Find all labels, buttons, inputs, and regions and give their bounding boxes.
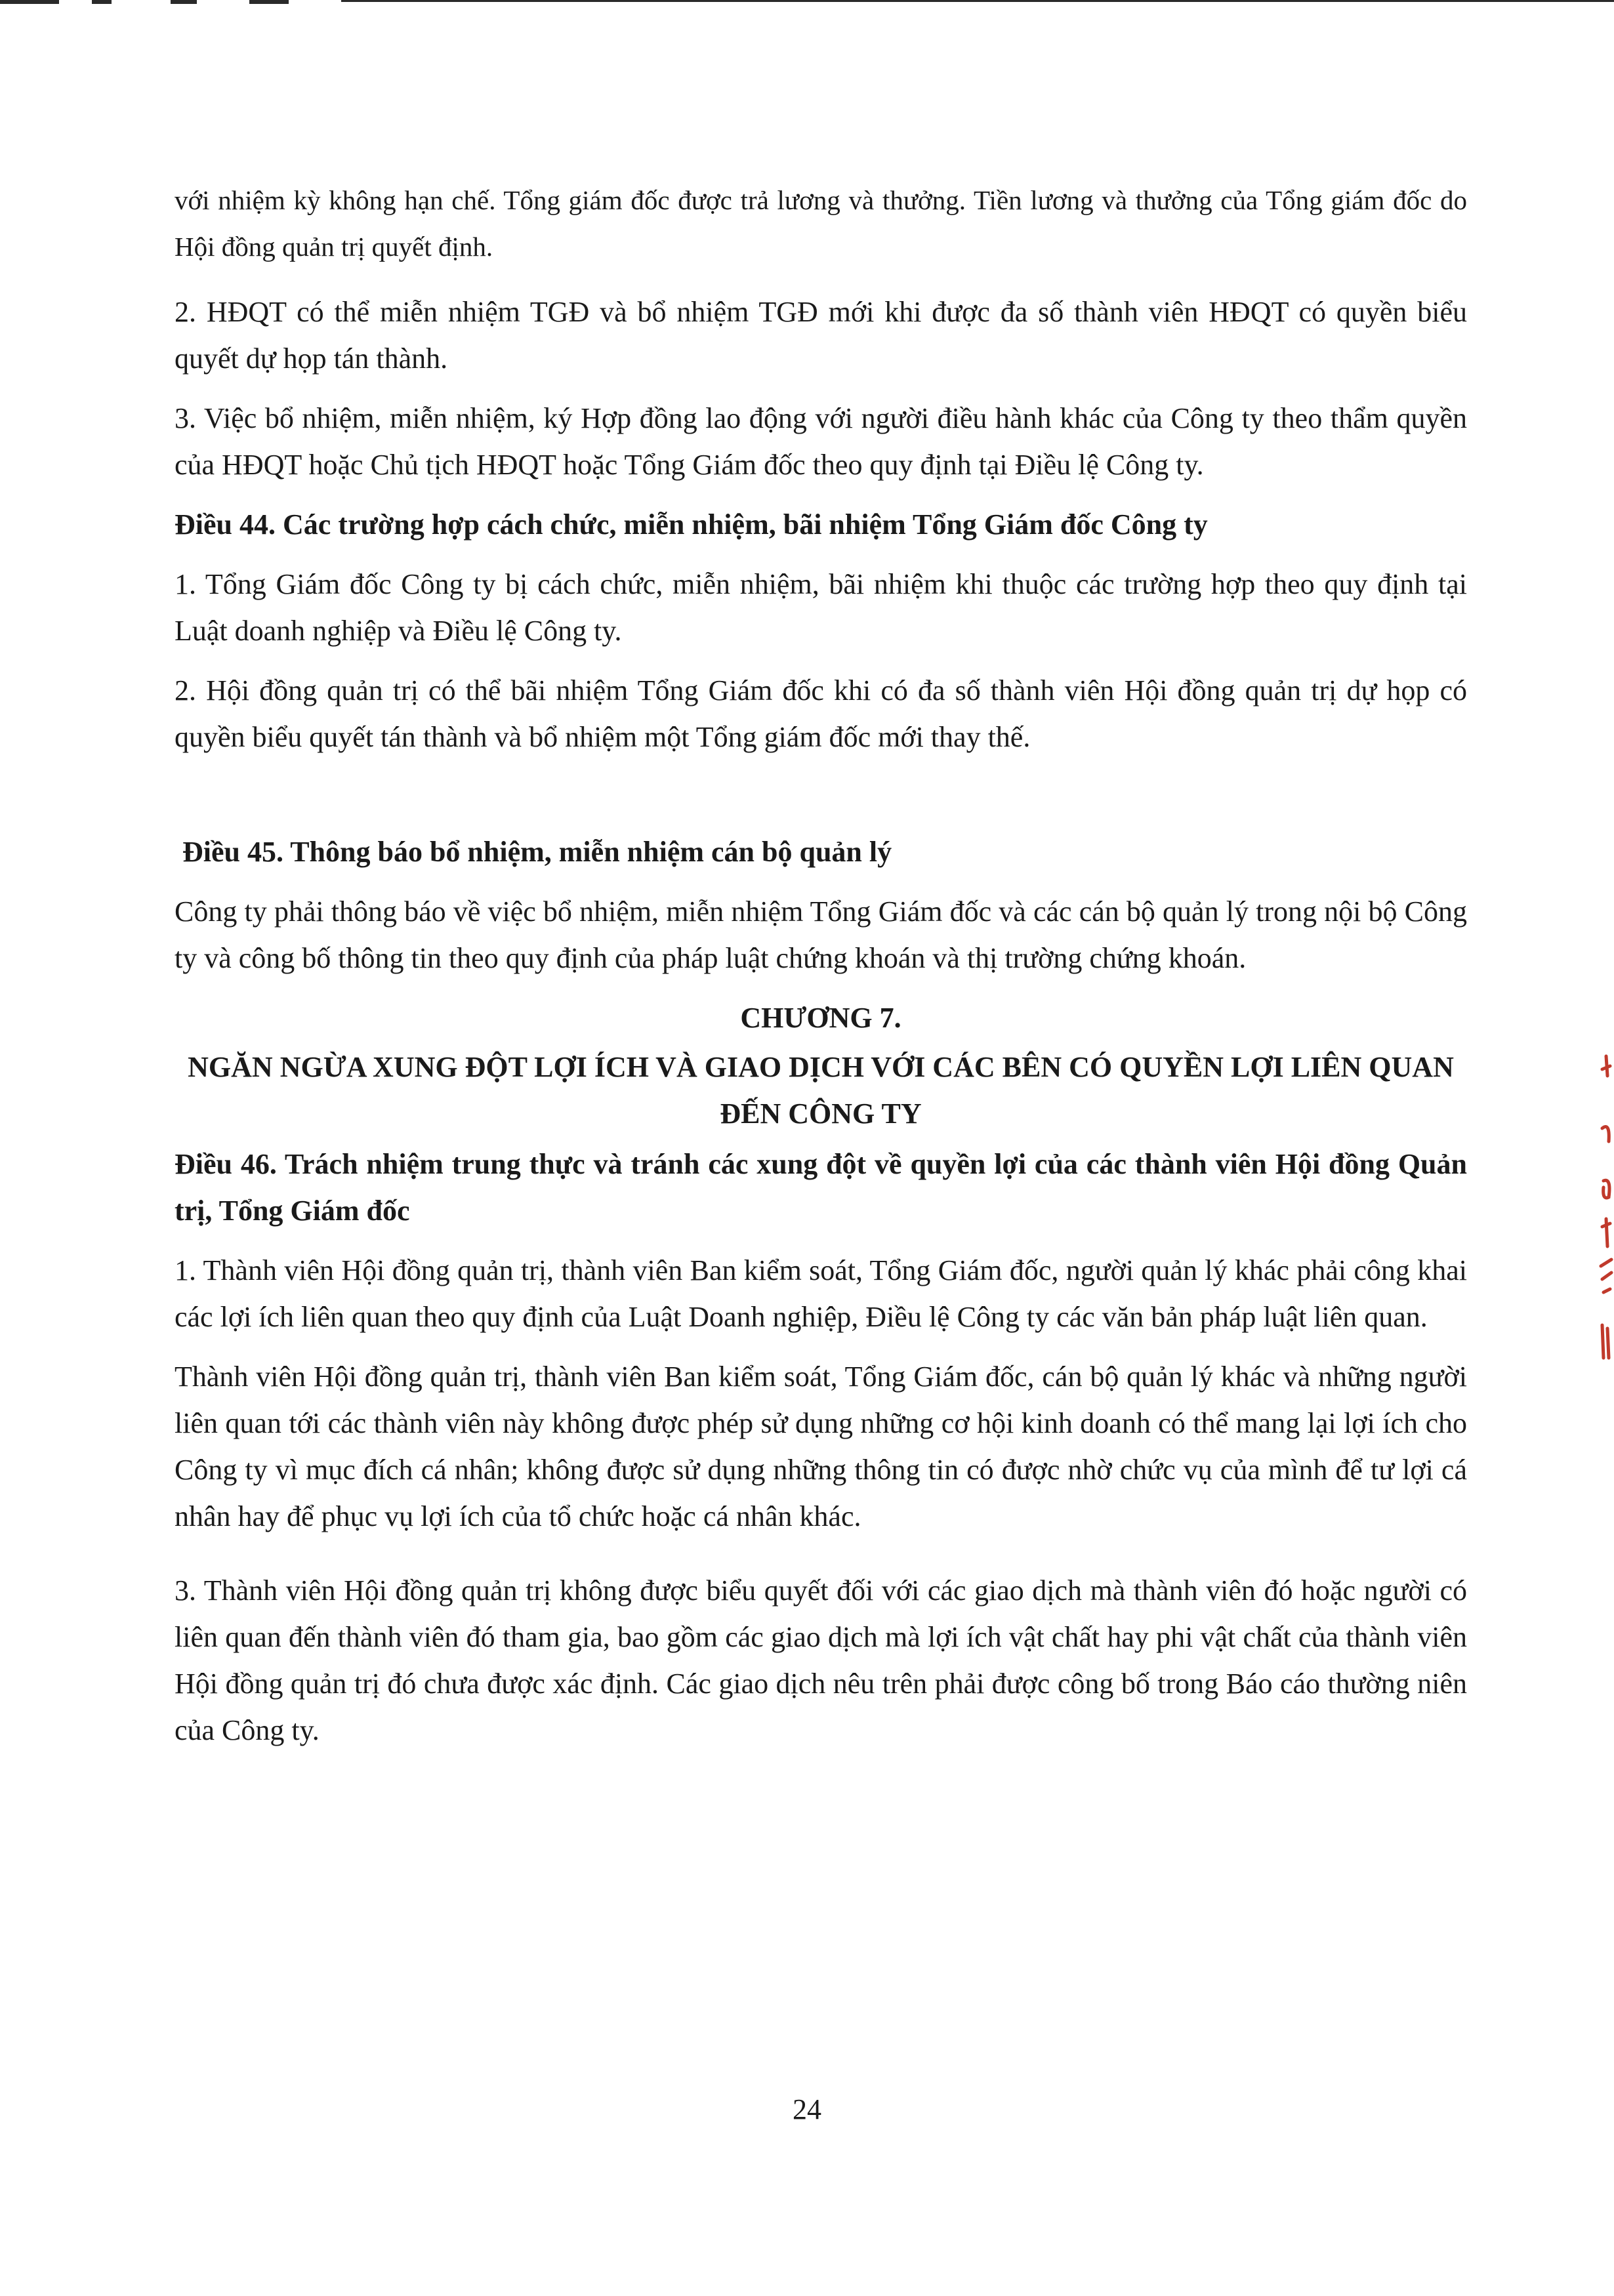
paragraph-continuation: với nhiệm kỳ không hạn chế. Tổng giám đốc được trả lương và thưởng. Tiền lương và thưởng của Tổng giám đốc do Hội đồng quản trị quyết định. (175, 185, 1467, 262)
article-45-heading: Điều 45. Thông báo bổ nhiệm, miễn nhiệm cán bộ quản lý (182, 836, 892, 868)
paragraph-3: 3. Việc bổ nhiệm, miễn nhiệm, ký Hợp đồng lao động với người điều hành khác của Công ty theo thẩm quyền của HĐQT hoặc Chủ tịch HĐQT hoặc Tổng Giám đốc theo quy định tại Điều lệ Công ty. (175, 402, 1467, 481)
page-number: 24 (793, 2093, 821, 2125)
article-46-clause-2: Thành viên Hội đồng quản trị, thành viên Ban kiểm soát, Tổng Giám đốc, cán bộ quản lý khác và những người liên quan tới các thành viên này không được phép sử dụng những cơ hội kinh doanh có thể mang lại lợi ích cho Công ty vì mục đích cá nhân; không được sử dụng những thông tin có được nhờ chức vụ của mình để tư lợi cá nhân hay để phục vụ lợi ích của tổ chức hoặc cá nhân khác. (175, 1361, 1467, 1532)
scan-top-edge (0, 0, 1614, 4)
article-46-clause-1: 1. Thành viên Hội đồng quản trị, thành viên Ban kiểm soát, Tổng Giám đốc, người quản lý khác phải công khai các lợi ích liên quan theo quy định của Luật Doanh nghiệp, Điều lệ Công ty các văn bản pháp luật liên quan. (175, 1254, 1467, 1333)
chapter-number: CHƯƠNG 7. (740, 1002, 901, 1034)
article-44-heading: Điều 44. Các trường hợp cách chức, miễn nhiệm, bãi nhiệm Tổng Giám đốc Công ty (175, 508, 1208, 541)
article-44-clause-2: 2. Hội đồng quản trị có thể bãi nhiệm Tổng Giám đốc khi có đa số thành viên Hội đồng quản trị dự họp có quyền biểu quyết tán thành và bổ nhiệm một Tổng giám đốc mới thay thế. (175, 674, 1467, 753)
article-45-body: Công ty phải thông báo về việc bổ nhiệm, miễn nhiệm Tổng Giám đốc và các cán bộ quản lý trong nội bộ Công ty và công bố thông tin theo quy định của pháp luật chứng khoán và thị trường chứng khoán. (175, 895, 1467, 974)
document-body (175, 177, 1467, 1767)
article-46-clause-3: 3. Thành viên Hội đồng quản trị không được biểu quyết đối với các giao dịch mà thành viên đó hoặc người có liên quan đến thành viên đó tham gia, bao gồm các giao dịch mà lợi ích vật chất hay phi vật chất của thành viên Hội đồng quản trị đó chưa được xác định. Các giao dịch nêu trên phải được công bố trong Báo cáo thường niên của Công ty. (175, 1574, 1467, 1746)
red-stamp-fragment (1588, 1050, 1614, 1364)
article-44-clause-1: 1. Tổng Giám đốc Công ty bị cách chức, miễn nhiệm, bãi nhiệm khi thuộc các trường hợp theo quy định tại Luật doanh nghiệp và Điều lệ Công ty. (175, 568, 1467, 647)
article-46-heading: Điều 46. Trách nhiệm trung thực và tránh các xung đột về quyền lợi của các thành viên Hội đồng Quản trị, Tổng Giám đốc (175, 1148, 1467, 1227)
paragraph-2: 2. HĐQT có thể miễn nhiệm TGĐ và bổ nhiệm TGĐ mới khi được đa số thành viên HĐQT có quyền biểu quyết dự họp tán thành. (175, 296, 1467, 375)
chapter-title: NGĂN NGỪA XUNG ĐỘT LỢI ÍCH VÀ GIAO DỊCH VỚI CÁC BÊN CÓ QUYỀN LỢI LIÊN QUAN ĐẾN CÔNG TY (188, 1051, 1454, 1130)
